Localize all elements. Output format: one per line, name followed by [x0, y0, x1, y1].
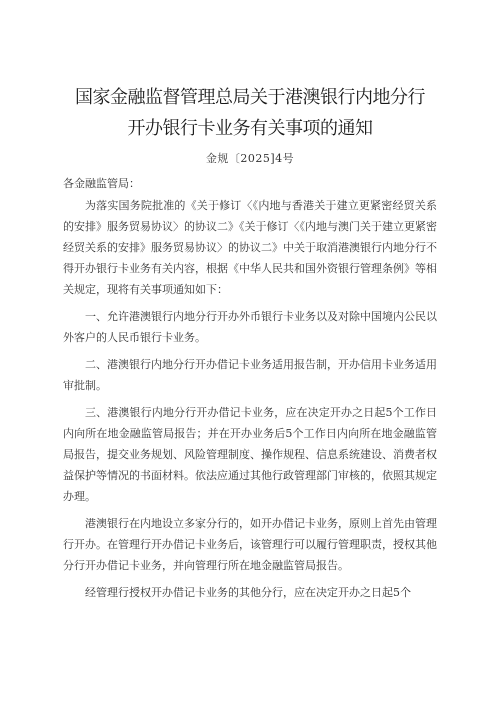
- document-number: 金规〔2025]4号: [205, 152, 295, 165]
- document-title-line-1: 国家金融监督管理总局关于港澳银行内地分行: [75, 87, 425, 108]
- paragraph-intro: 为落实国务院批准的《关于修订〈《内地与香港关于建立更紧密经贸关系的安排》服务贸易协议〉的协议二》《关于修订〈《内地与澳门关于建立更紧密经贸关系的安排》服务贸易协议〉的协议二》中关于取消港澳银行内地分行不得开办银行卡业务有关内容，根据《中华人民共和国外资银行管理条例》等相关规定，现将有关事项通知如下：: [63, 199, 437, 296]
- paragraph-item-3: 三、港澳银行内地分行开办借记卡业务，应在决定开办之日起5个工作日内向所在地金融监管局报告；并在开办业务后5个工作日内向所在地金融监管局报告，提交业务规划、风险管理制度、操作规程、信息系统建设、消费者权益保护等情况的书面材料。依法应通过其他行政管理部门审核的，依照其规定办理。: [63, 406, 437, 503]
- paragraph-item-1: 一、允许港澳银行内地分行开办外币银行卡业务以及对除中国境内公民以外客户的人民币银行卡业务。: [63, 310, 437, 344]
- document-title-line-2: 开办银行卡业务有关事项的通知: [127, 118, 373, 139]
- addressee: 各金融监管局：: [63, 177, 140, 190]
- document-body: [63, 195, 437, 609]
- paragraph-authorized-branch: 经管理行授权开办借记卡业务的其他分行，应在决定开办之日起5个: [85, 586, 411, 599]
- paragraph-item-2: 二、港澳银行内地分行开办借记卡业务适用报告制，开办信用卡业务适用审批制。: [63, 358, 437, 392]
- paragraph-multi-branch: 港澳银行在内地设立多家分行的，如开办借记卡业务，原则上首先由管理行开办。在管理行开办借记卡业务后，该管理行可以履行管理职责，授权其他分行开办借记卡业务，并向管理行所在地金融监管局报告。: [63, 517, 437, 572]
